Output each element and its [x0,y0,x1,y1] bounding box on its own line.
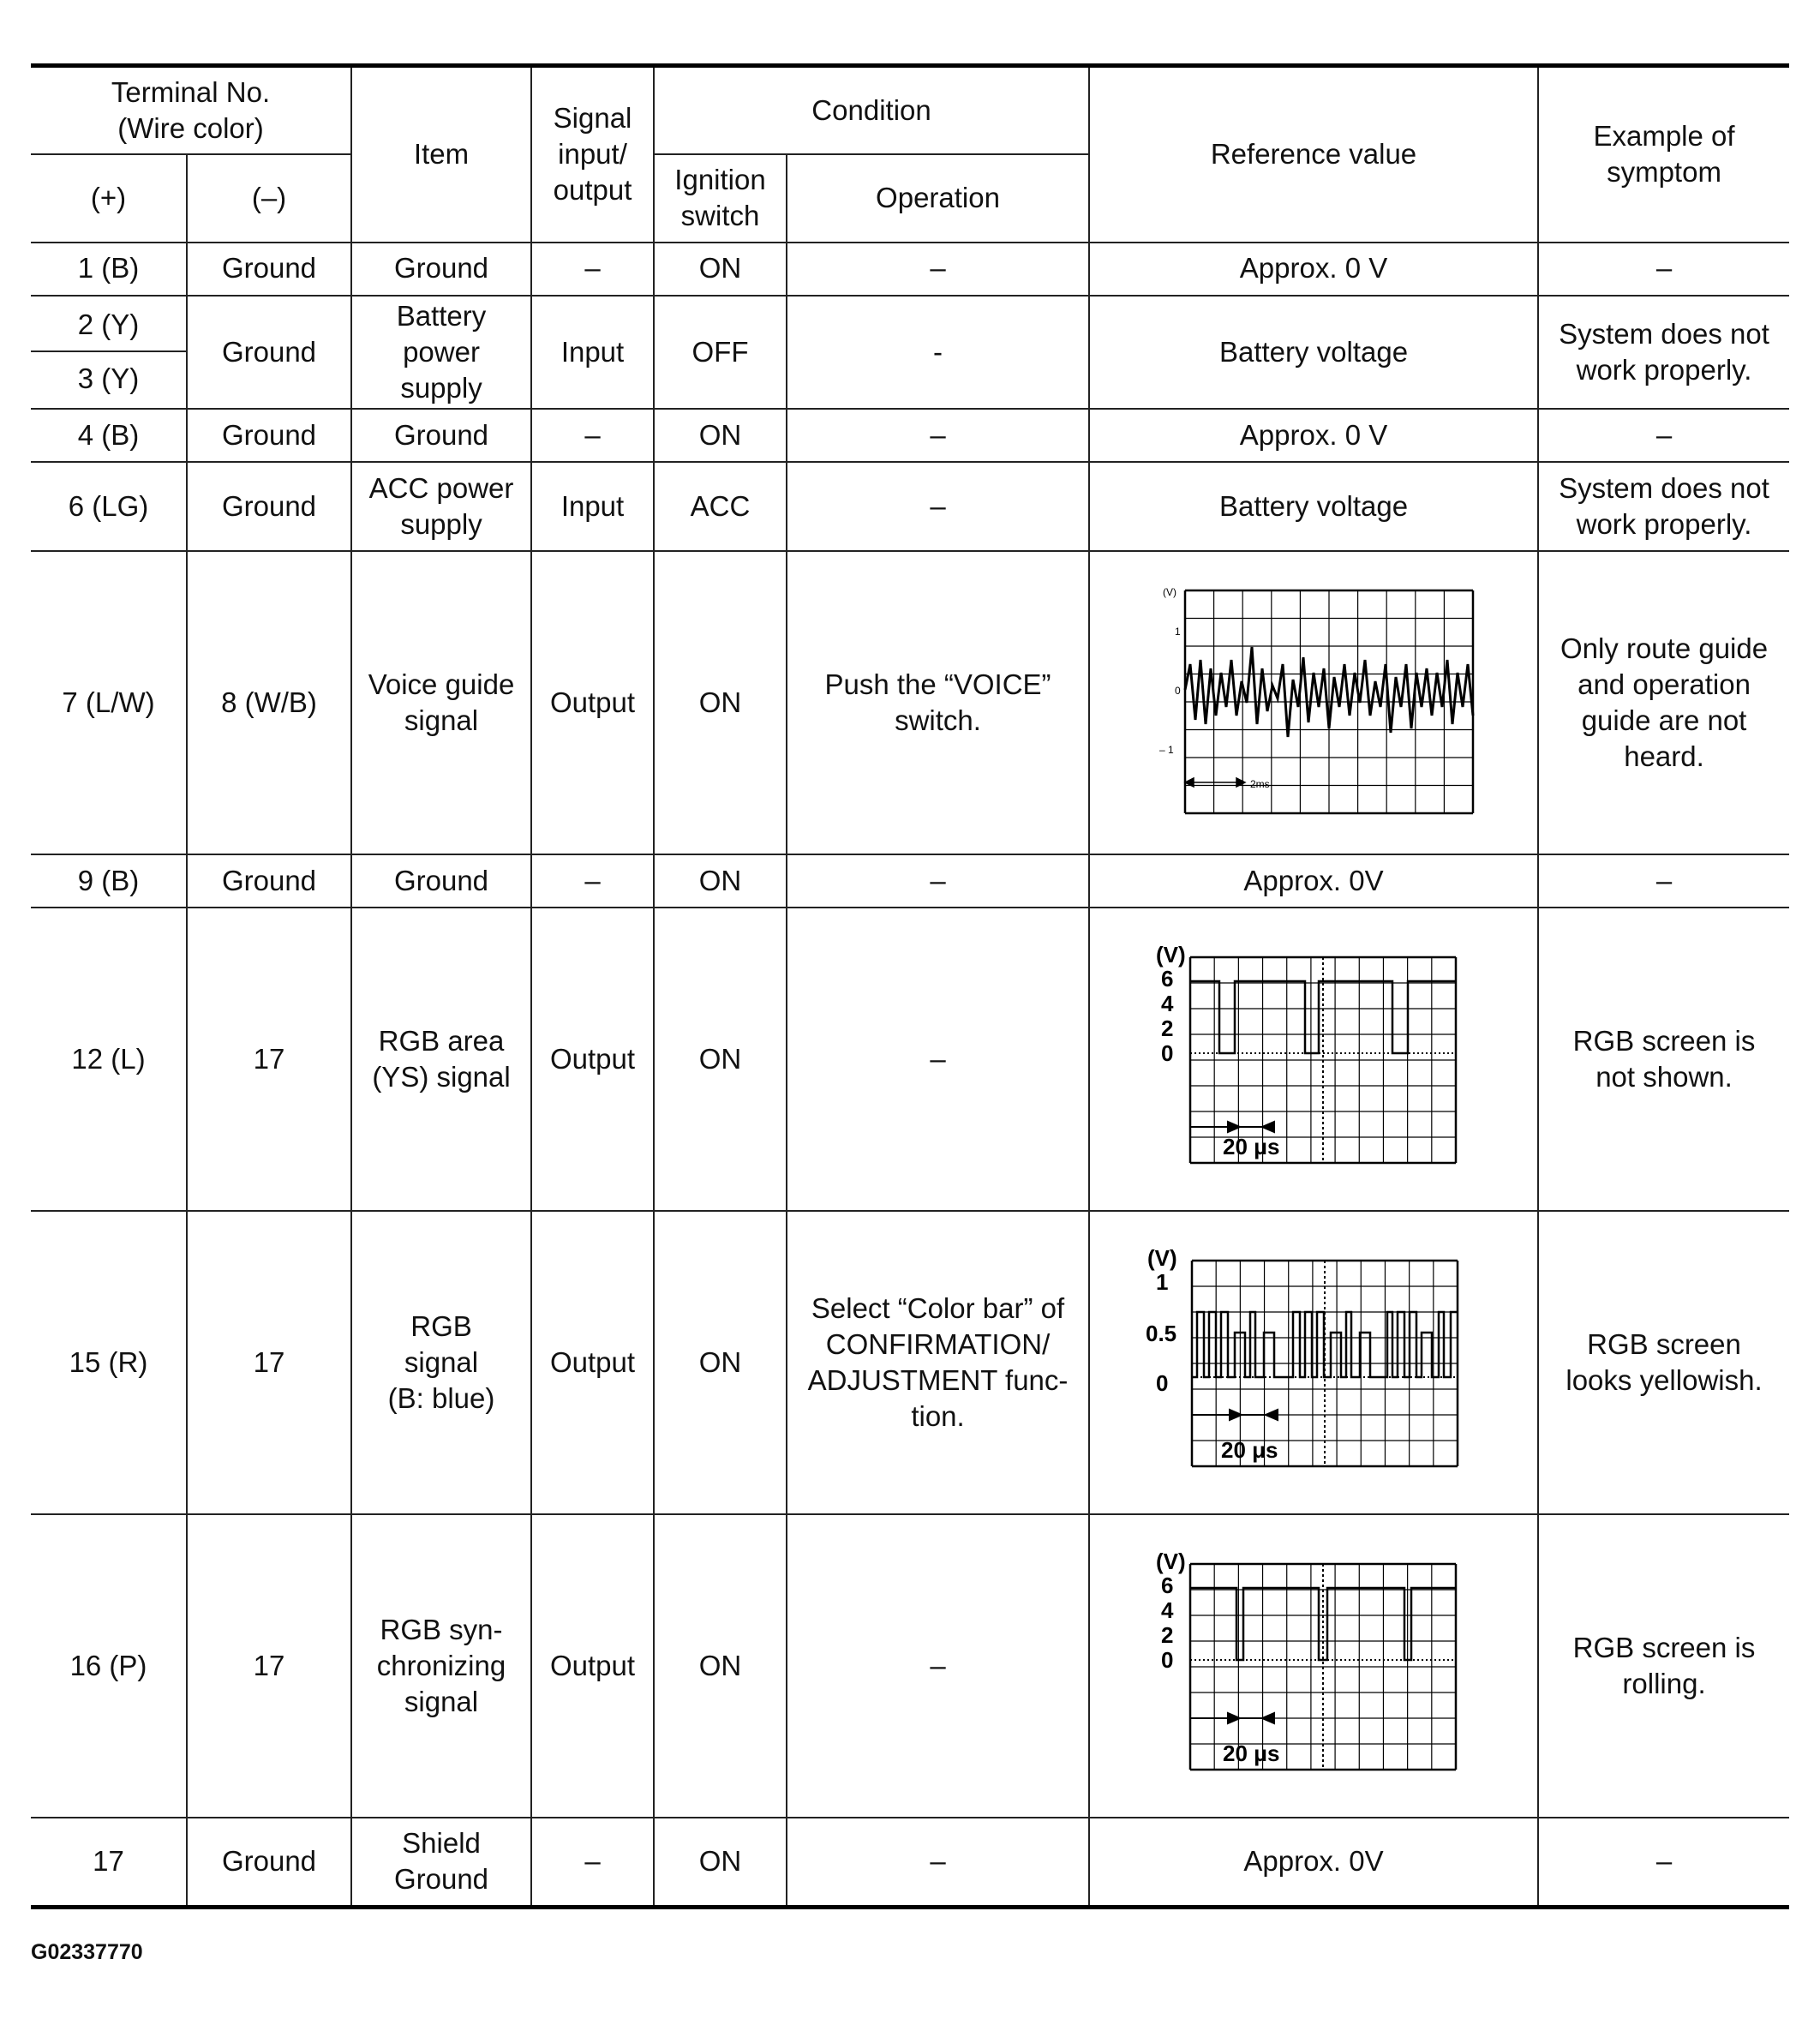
cell-reference-waveform [1089,1514,1538,1818]
waveform-y-label: 0 [1156,1370,1169,1397]
cell-plus: 15 (R) [31,1211,187,1514]
cell-minus: 17 [187,908,351,1211]
header-symptom: Example of symptom [1538,66,1789,243]
cell-item: Battery power supply [351,296,531,410]
cell-ignition: ON [654,551,787,854]
rgb-area-waveform [1151,944,1476,1175]
cell-signal: – [531,409,654,462]
waveform-unit-label: (V) [1156,944,1186,968]
cell-operation: – [787,462,1089,551]
voice-guide-waveform [1151,578,1476,827]
waveform-unit-label: (V) [1163,586,1177,599]
cell-reference: Battery voltage [1089,296,1538,410]
cell-ignition: OFF [654,296,787,410]
table-row [31,1211,1789,1514]
cell-ignition: ON [654,409,787,462]
cell-symptom: System does not work properly. [1538,462,1789,551]
header-condition: Condition [654,66,1089,154]
cell-plus-split [31,296,187,410]
cell-signal: – [531,854,654,908]
cell-plus: 17 [31,1818,187,1907]
waveform-y-label: 0 [1161,1647,1174,1674]
time-division-label: 2ms [1250,778,1270,791]
header-operation: Operation [787,154,1089,243]
cell-symptom: RGB screen is not shown. [1538,908,1789,1211]
table-row [31,296,1789,410]
cell-reference: Approx. 0V [1089,854,1538,908]
header-signal-io: Signal input/ output [531,66,654,243]
cell-ignition: ON [654,854,787,908]
cell-symptom: – [1538,243,1789,296]
cell-item: Voice guide signal [351,551,531,854]
cell-minus: 17 [187,1514,351,1818]
table-row [31,551,1789,854]
cell-operation: - [787,296,1089,410]
cell-item: RGB syn- chronizing signal [351,1514,531,1818]
table-row [31,243,1789,296]
cell-symptom: RGB screen is rolling. [1538,1514,1789,1818]
cell-reference-waveform [1089,1211,1538,1514]
cell-operation: Push the “VOICE” switch. [787,551,1089,854]
waveform-unit-label: (V) [1156,1550,1186,1575]
cell-reference: Battery voltage [1089,462,1538,551]
cell-signal: Input [531,462,654,551]
table-row [31,462,1789,551]
cell-plus: 6 (LG) [31,462,187,551]
header-plus: (+) [31,154,187,243]
cell-symptom: – [1538,409,1789,462]
cell-item: Ground [351,243,531,296]
cell-operation: – [787,854,1089,908]
cell-reference-waveform [1089,908,1538,1211]
cell-symptom: Only route guide and operation guide are not heard. [1538,551,1789,854]
cell-signal: – [531,243,654,296]
cell-signal: Output [531,551,654,854]
cell-item: Ground [351,409,531,462]
waveform-y-label: 1 [1156,1269,1169,1296]
cell-reference: Approx. 0 V [1089,243,1538,296]
cell-signal: Output [531,1211,654,1514]
cell-plus: 9 (B) [31,854,187,908]
waveform-y-label: – 1 [1159,744,1174,757]
cell-minus: Ground [187,243,351,296]
table-row [31,908,1789,1211]
time-division-label: 20 μs [1223,1134,1280,1160]
waveform-y-label: 2 [1161,1016,1174,1042]
table-row [31,854,1789,908]
cell-symptom: – [1538,854,1789,908]
cell-reference-waveform [1089,551,1538,854]
cell-plus: 4 (B) [31,409,187,462]
cell-minus: Ground [187,854,351,908]
cell-plus-a: 2 (Y) [31,298,186,352]
cell-item: Shield Ground [351,1818,531,1907]
cell-symptom: System does not work properly. [1538,296,1789,410]
cell-ignition: ON [654,1514,787,1818]
rgb-sync-waveform [1151,1550,1476,1782]
cell-ignition: ON [654,1818,787,1907]
rgb-area-trace [1190,981,1456,1053]
waveform-y-label: 0 [1175,685,1181,698]
cell-symptom: RGB screen looks yellowish. [1538,1211,1789,1514]
table-row [31,1818,1789,1907]
cell-symptom: – [1538,1818,1789,1907]
table-row [31,1514,1789,1818]
cell-item: RGB signal (B: blue) [351,1211,531,1514]
time-division-label: 20 μs [1221,1437,1278,1464]
cell-ignition: ON [654,1211,787,1514]
cell-operation: – [787,1818,1089,1907]
header-ignition-switch: Ignition switch [654,154,787,243]
cell-minus: Ground [187,409,351,462]
waveform-y-label: 4 [1161,991,1174,1017]
terminal-spec-sheet [31,63,1789,1909]
cell-minus: 17 [187,1211,351,1514]
rgb-signal-waveform [1142,1247,1485,1478]
time-division-arrow [1190,1122,1274,1132]
waveform-unit-label: (V) [1147,1247,1177,1272]
cell-plus: 1 (B) [31,243,187,296]
cell-ignition: ON [654,908,787,1211]
header-minus: (–) [187,154,351,243]
waveform-y-label: 0 [1161,1040,1174,1067]
header-row-1 [31,66,1789,154]
cell-item: ACC power supply [351,462,531,551]
cell-plus: 7 (L/W) [31,551,187,854]
cell-minus: Ground [187,1818,351,1907]
table-row [31,409,1789,462]
time-division-label: 20 μs [1223,1740,1280,1767]
header-terminal-no: Terminal No. (Wire color) [31,66,351,154]
cell-signal: Input [531,296,654,410]
waveform-y-label: 6 [1161,966,1174,992]
time-division-arrow [1190,1713,1274,1723]
cell-operation: – [787,243,1089,296]
cell-item: Ground [351,854,531,908]
cell-plus-b: 3 (Y) [77,362,140,395]
cell-operation: – [787,1514,1089,1818]
document-code: G02337770 [31,1940,143,1964]
cell-ignition: ACC [654,462,787,551]
cell-reference: Approx. 0V [1089,1818,1538,1907]
cell-operation: – [787,908,1089,1211]
header-reference-value: Reference value [1089,66,1538,243]
cell-operation: – [787,409,1089,462]
rgb-signal-trace [1192,1312,1458,1377]
cell-minus: Ground [187,462,351,551]
waveform-y-label: 0.5 [1146,1321,1177,1347]
cell-signal: Output [531,1514,654,1818]
cell-signal: – [531,1818,654,1907]
cell-operation: Select “Color bar” of CONFIRMATION/ ADJUSTMENT func- tion. [787,1211,1089,1514]
cell-plus: 16 (P) [31,1514,187,1818]
cell-ignition: ON [654,243,787,296]
waveform-y-label: 4 [1161,1597,1174,1624]
cell-reference: Approx. 0 V [1089,409,1538,462]
cell-signal: Output [531,908,654,1211]
cell-minus: 8 (W/B) [187,551,351,854]
waveform-y-label: 1 [1175,626,1181,638]
rgb-sync-trace [1190,1588,1456,1660]
terminal-reference-table [31,63,1789,1909]
header-item: Item [351,66,531,243]
cell-plus: 12 (L) [31,908,187,1211]
waveform-y-label: 6 [1161,1573,1174,1599]
cell-minus: Ground [187,296,351,410]
waveform-y-label: 2 [1161,1622,1174,1649]
cell-item: RGB area (YS) signal [351,908,531,1211]
